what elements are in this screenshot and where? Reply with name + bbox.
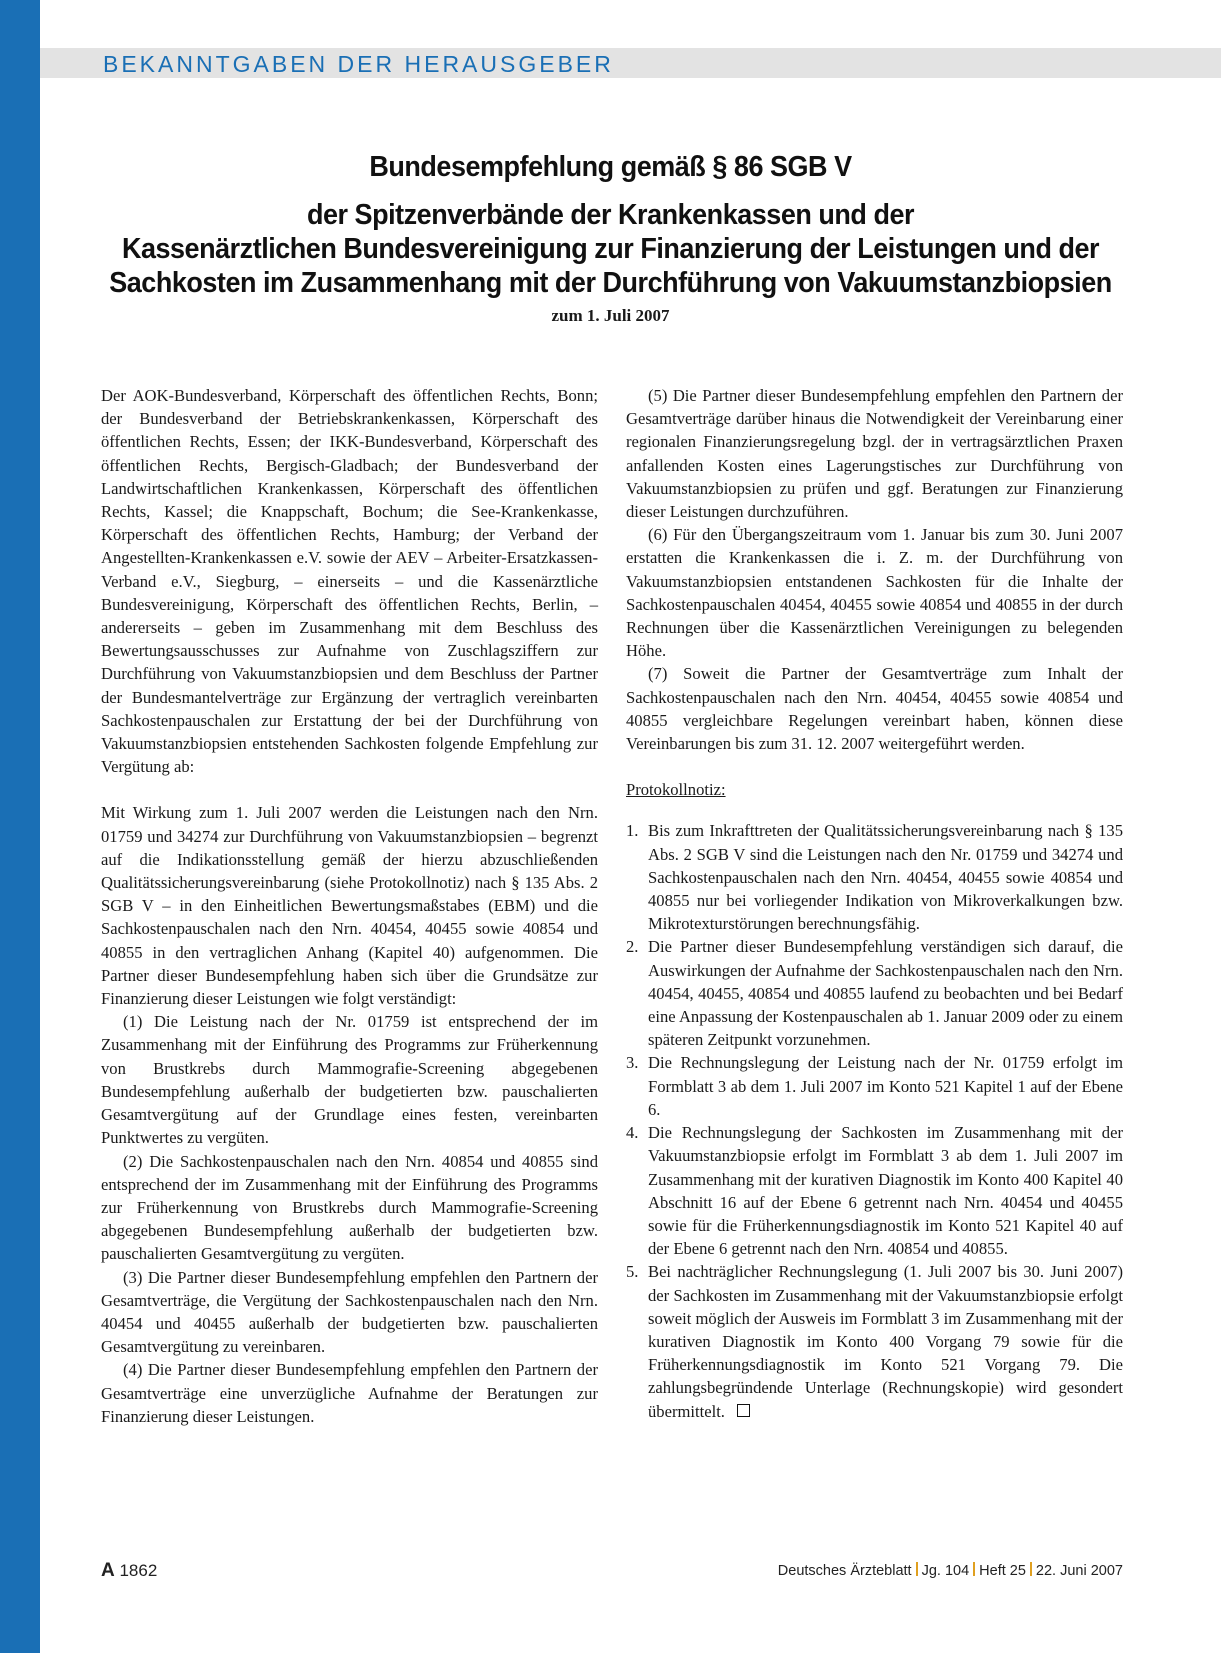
page-footer <box>101 1560 1123 1586</box>
list-number: 2. <box>626 937 639 957</box>
intro-paragraph: Der AOK-Bundesverband, Körperschaft des öffentlichen Rechts, Bonn; der Bundesverband der Betriebskrankenkassen, Körperschaft des öffentlichen Rechts, Essen; der IKK-Bundesverband, Körperschaft des öffentlichen Rechts, Bergisch-Gladbach; der Bundesverband der Landwirtschaftlichen Krankenkassen, Körperschaft des öffentlichen Rechts, Kassel; die Knappschaft, Bochum; die See-Krankenkasse, Körperschaft des öffentlichen Rechts, Hamburg; der Verband der Angestellten-Krankenkassen e.V. sowie der AEV – Arbeiter-Ersatzkassen-Verband e.V., Siegburg, – einerseits – und die Kassenärztliche Bundesvereinigung, Körperschaft des öffentlichen Rechts, Berlin, – andererseits – geben im Zusammenhang mit dem Beschluss des Bewertungsausschusses zur Aufnahme von Zuschlagsziffern zur Durchführung von Vakuumstanzbiopsien und dem Beschluss der Partner der Bundesmantelverträge zur Ergänzung der vertraglich vereinbarten Sachkostenpauschalen zur Erstattung der bei der Durchführung von Vakuumstanzbiopsien entstehenden Sachkosten folgende Empfehlung zur Vergütung ab: <box>101 386 598 777</box>
journal-volume: Jg. 104 <box>921 1563 970 1579</box>
title-line-4: Sachkosten im Zusammenhang mit der Durchführung von Vakuumstanzbiopsien <box>109 267 1112 299</box>
list-number: 4. <box>626 1123 639 1143</box>
left-column <box>101 384 598 1428</box>
end-of-article-box-icon <box>737 1404 750 1417</box>
list-number: 1. <box>626 821 639 841</box>
right-column <box>626 384 1123 1423</box>
list-text-content: Bei nachträglicher Rechnungslegung (1. Juli 2007 bis 30. Juni 2007) der Sachkosten im Zusammenhang mit der Vakuumstanzbiopsie erfolgt soweit möglich der Ausweis im Formblatt 3 im Zusammenhang mit der kurativen Diagnostik im Konto 400 Vorgang 79 sowie für die Früherkennungsdiagnostik im Konto 521 Vorgang 79. Die zahlungsbegründende Unterlage (Rechnungskopie) wird gesondert übermittelt. <box>648 1262 1123 1421</box>
title-block <box>60 150 1161 326</box>
protokoll-item-1 <box>626 819 1123 935</box>
separator-icon <box>916 1562 918 1576</box>
separator-icon <box>1030 1562 1032 1576</box>
paragraph-1: (1) Die Leistung nach der Nr. 01759 ist entsprechend der im Zusammenhang mit der Einführung des Programms zur Früherkennung von Brustkrebs durch Mammografie-Screening abgegebenen Bundesempfehlung außerhalb der budgetierten bzw. pauschalierten Gesamtvergütung auf der Grundlage eines festen, vereinbarten Punktwertes zu vergüten. <box>101 1012 598 1148</box>
paragraph-6: (6) Für den Übergangszeitraum vom 1. Januar bis zum 30. Juni 2007 erstatten die Krankenkassen die i. Z. m. der Durchführung von Vakuumstanzbiopsien entstandenen Sachkosten für die Inhalte der Sachkostenpauschalen 40454, 40455 sowie 40854 und 40855 in der durch Rechnungen über die Kassenärztlichen Vereinigungen zu belegenden Höhe. <box>626 525 1123 661</box>
title-date: zum 1. Juli 2007 <box>551 306 670 325</box>
list-text: Die Rechnungslegung der Sachkosten im Zusammenhang mit der Vakuumstanzbiopsie erfolgt im Formblatt 3 ab dem 1. Juli 2007 im Zusammenhang mit der kurativen Diagnostik im Konto 400 Kapitel 40 Abschnitt 16 auf der Ebene 6 getrennt nach Nrn. 40454 und 40455 sowie für die Früherkennungsdiagnostik im Konto 521 Kapitel 40 auf der Ebene 6 getrennt nach den Nrn. 40854 und 40855. <box>648 1123 1123 1259</box>
protokoll-heading: Protokollnotiz: <box>626 780 726 800</box>
protokoll-item-3 <box>626 1051 1123 1121</box>
side-accent-bar <box>0 0 40 1653</box>
section-header: BEKANNTGABEN DER HERAUSGEBER <box>103 51 614 77</box>
list-text: Bis zum Inkrafttreten der Qualitätssicherungsvereinbarung nach § 135 Abs. 2 SGB V sind die Leistungen nach den Nr. 01759 und 34274 und Sachkostenpauschalen nach den Nrn. 40454, 40455 sowie 40854 und 40855 nur bei vorliegender Indikation von Mikroverkalkungen bzw. Mikrotexturstörungen berechnungsfähig. <box>648 821 1123 934</box>
wirkung-paragraph: Mit Wirkung zum 1. Juli 2007 werden die Leistungen nach den Nrn. 01759 und 34274 zur Durchführung von Vakuumstanzbiopsien – begrenzt auf die Indikationsstellung gemäß der hierzu abzuschließenden Qualitätssicherungsvereinbarung (siehe Protokollnotiz) nach § 135 Abs. 2 SGB V – in den Einheitlichen Bewertungsmaßstabes (EBM) und die Sachkostenpauschalen nach den Nrn. 40454, 40455 sowie 40854 und 40855 in den vertraglichen Anhang (Kapitel 40) aufgenommen. Die Partner dieser Bundesempfehlung haben sich über die Grundsätze zur Finanzierung dieser Leistungen wie folgt verständigt: <box>101 803 598 1009</box>
title-line-2: der Spitzenverbände der Krankenkassen und der <box>306 199 915 231</box>
paragraph-3: (3) Die Partner dieser Bundesempfehlung empfehlen den Partnern der Gesamtverträge, die Vergütung der Sachkostenpauschalen nach den Nrn. 40454 und 40455 außerhalb der budgetierten bzw. pauschalierten Gesamtvergütung zu vereinbaren. <box>101 1267 598 1357</box>
journal-info <box>778 1562 1123 1579</box>
protokoll-item-4 <box>626 1121 1123 1260</box>
paragraph-4: (4) Die Partner dieser Bundesempfehlung empfehlen den Partnern der Gesamtverträge eine unverzügliche Aufnahme der Beratungen zur Finanzierung dieser Leistungen. <box>101 1360 598 1426</box>
section-header-band <box>40 48 1221 78</box>
page-number-block <box>101 1560 157 1582</box>
title-line-1: Bundesempfehlung gemäß § 86 SGB V <box>369 151 852 183</box>
list-number: 5. <box>626 1262 639 1282</box>
protokoll-item-5 <box>626 1260 1123 1422</box>
list-text <box>648 1260 1123 1422</box>
list-text: Die Rechnungslegung der Leistung nach der Nr. 01759 erfolgt im Formblatt 3 ab dem 1. Juli 2007 im Konto 521 Kapitel 1 auf der Ebene 6. <box>648 1053 1123 1119</box>
list-number: 3. <box>626 1053 639 1073</box>
journal-date: 22. Juni 2007 <box>1035 1563 1123 1579</box>
separator-icon <box>973 1562 975 1576</box>
page-letter: A <box>101 1560 115 1581</box>
protokoll-item-2 <box>626 935 1123 1051</box>
page-number: 1862 <box>119 1561 158 1580</box>
paragraph-7: (7) Soweit die Partner der Gesamtverträge zum Inhalt der Sachkostenpauschalen nach den Nrn. 40454, 40455 sowie 40854 und 40855 vergleichbare Regelungen vereinbart haben, können diese Vereinbarungen bis zum 31. 12. 2007 weitergeführt werden. <box>626 664 1123 754</box>
paragraph-5: (5) Die Partner dieser Bundesempfehlung empfehlen den Partnern der Gesamtverträge darüber hinaus die Notwendigkeit der Vereinbarung einer regionalen Finanzierungsregelung bzgl. der in vertragsärztlichen Praxen anfallenden Kosten eines Lagerungstisches zur Durchführung von Vakuumstanzbiopsien zu prüfen und ggf. Beratungen zur Finanzierung dieser Leistungen durchzuführen. <box>626 386 1123 522</box>
list-text: Die Partner dieser Bundesempfehlung verständigen sich darauf, die Auswirkungen der Aufnahme der Sachkostenpauschalen nach den Nrn. 40454, 40455, 40854 und 40855 laufend zu beobachten und bei Bedarf eine Anpassung der Kostenpauschalen ab 1. Januar 2009 oder zu einem späteren Zeitpunkt vorzunehmen. <box>648 937 1123 1050</box>
title-line-3: Kassenärztlichen Bundesvereinigung zur Finanzierung der Leistungen und der <box>121 233 1100 265</box>
journal-name: Deutsches Ärzteblatt <box>777 1563 912 1579</box>
journal-issue: Heft 25 <box>979 1563 1026 1579</box>
paragraph-2: (2) Die Sachkostenpauschalen nach den Nrn. 40854 und 40855 sind entsprechend der im Zusammenhang mit der Einführung des Programms zur Früherkennung von Brustkrebs durch Mammografie-Screening abgegebenen Bundesempfehlung außerhalb der budgetierten bzw. pauschalierten Gesamtvergütung zu vergüten. <box>101 1151 598 1264</box>
